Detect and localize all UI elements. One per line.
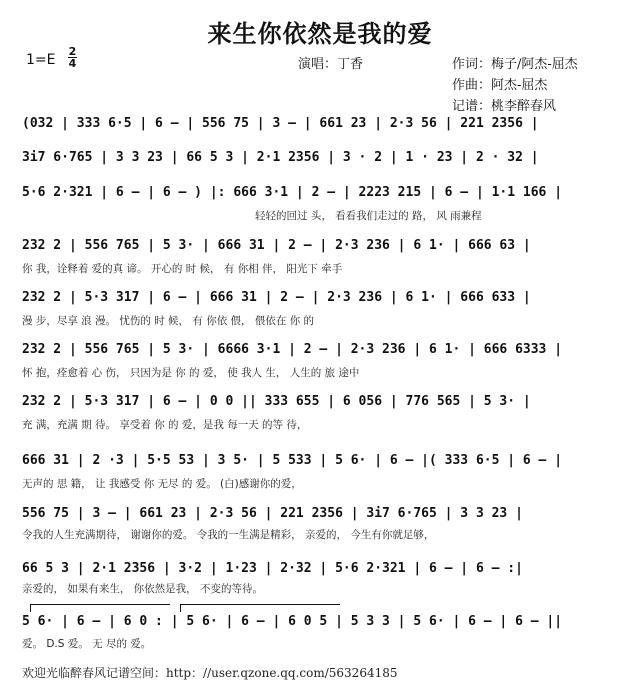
volta-bracket-3-tick	[180, 604, 181, 612]
lyric-row-4: 你 我，诠释着 爱的真 谛。 开心的 时 候， 有 你相 伴， 阳光下 牵手	[22, 263, 343, 275]
staff-row-9: 556 75 | 3 – | 661 23 | 2·3 56 | 221 2356 | 3i7 6·765 | 3 3 23 |	[22, 506, 523, 521]
staff-row-11: 5 6· | 6 – | 6 0 : | 5 6· | 6 – | 6 0 5 | 5 3 3 | 5 6· | 6 – | 6 – ||	[22, 614, 563, 629]
lyric-row-6: 怀 抱，痊愈着 心 伤， 只因为是 你 的 爱， 使 我人 生， 人生的 旅 途中	[22, 367, 360, 379]
lyricist-credit: 作词：梅子/阿杰-屈杰	[452, 57, 578, 72]
notation-credit: 记谱：桃李醉春风	[452, 99, 557, 114]
staff-row-6: 232 2 | 556 765 | 5 3· | 6666 3·1 | 2 – | 2·3 236 | 6 1· | 666 6333 |	[22, 342, 563, 357]
key-signature: 1=E	[26, 52, 56, 68]
staff-row-7: 232 2 | 5·3 317 | 6 – | 0 0 || 333 655 | 6 056 | 776 565 | 5 3· |	[22, 394, 531, 409]
volta-bracket-2-tick	[30, 604, 31, 612]
staff-row-5: 232 2 | 5·3 317 | 6 – | 666 31 | 2 – | 2·3 236 | 6 1· | 666 633 |	[22, 290, 531, 305]
staff-row-4: 232 2 | 556 765 | 5 3· | 666 31 | 2 – | 2·3 236 | 6 1· | 666 63 |	[22, 238, 531, 253]
staff-row-8: 666 31 | 2 ·3 | 5·5 53 | 3 5· | 5 533 | 5 6· | 6 – |( 333 6·5 | 6 – |	[22, 453, 563, 468]
lyric-row-7: 充 满，充满 期 待。 享受着 你 的 爱，是我 每一天 的等 待，	[22, 419, 308, 431]
lyric-row-3: 轻轻的回过 头， 看看我们走过的 路， 风 雨兼程	[255, 210, 482, 222]
volta-bracket-2	[30, 604, 170, 605]
time-signature-top: 2	[68, 45, 77, 58]
time-signature-bottom: 4	[68, 57, 77, 70]
page-title: 来生你依然是我的爱	[207, 20, 433, 48]
staff-row-10: 66 5 3 | 2·1 2356 | 3·2 | 1·23 | 2·32 | 5·6 2·321 | 6 – | 6 – :|	[22, 561, 523, 576]
time-signature	[68, 46, 77, 69]
staff-row-3: 5·6 2·321 | 6 – | 6 – ) |: 666 3·1 | 2 – | 2223 215 | 6 – | 1·1 166 |	[22, 185, 563, 200]
lyric-row-11: 爱。 D.S 爱。 无 尽的 爱。	[22, 638, 152, 650]
lyric-row-10: 亲爱的， 如果有来生， 你依然是我， 不变的等待。	[22, 583, 264, 595]
singer-credit: 演唱：丁香	[298, 57, 364, 72]
volta-bracket-3	[180, 604, 340, 605]
lyric-row-8: 无声的 思 籍， 让 我感受 你 无尽 的 爱。 (白)感谢你的爱，	[22, 478, 302, 490]
staff-row-2: 3i7 6·765 | 3 3 23 | 66 5 3 | 2·1 2356 | 3 · 2 | 1 · 23 | 2 · 32 |	[22, 150, 539, 165]
lyric-row-5: 漫 步，尽享 浪 漫。 忧伤的 时 候， 有 你依 偎， 偎依在 你 的	[22, 315, 315, 327]
lyric-row-9: 令我的人生充满期待， 谢谢你的爱。 令我的一生满是精彩， 亲爱的， 今生有你就足够，	[22, 529, 435, 541]
staff-row-1: (032 | 333 6·5 | 6 – | 556 75 | 3 – | 661 23 | 2·3 56 | 221 2356 |	[22, 116, 539, 131]
footer-credit: 欢迎光临醉春风记谱空间：http：//user.qzone.qq.com/563264185	[22, 666, 398, 680]
composer-credit: 作曲：阿杰-屈杰	[452, 78, 548, 93]
